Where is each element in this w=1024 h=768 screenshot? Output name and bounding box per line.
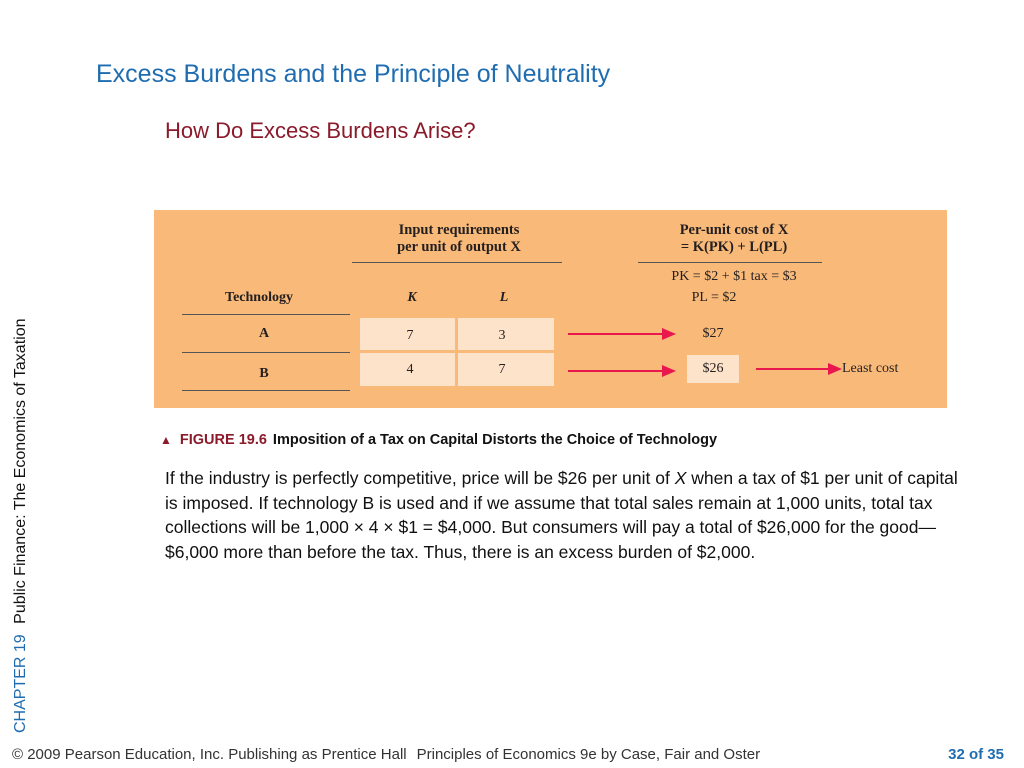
- slide-title: Excess Burdens and the Principle of Neutrality: [96, 60, 611, 88]
- row-a-cost: $27: [702, 326, 724, 341]
- arrow-row-a: [568, 328, 676, 340]
- body-part2: when a tax of $1 per unit of capital is imposed. If technology B is used and if we assume that total sales remain at 1,000 units, total tax collections will be 1,000 × 4 × $1 = $4,000. But consumers will pay a total of $26,000 for the good—$6,000 more than before the tax. Thus, there is an excess burden of $2,000.: [165, 468, 958, 562]
- arrow-row-b: [568, 365, 676, 377]
- figure-table: [154, 210, 947, 408]
- arrow-least-cost: [756, 363, 842, 375]
- figure-caption-text: Imposition of a Tax on Capital Distorts the Choice of Technology: [272, 432, 718, 448]
- col-k: K: [407, 290, 417, 305]
- figure-number: FIGURE 19.6: [179, 432, 267, 448]
- body-part1: If the industry is perfectly competitive, price will be $26 per unit of: [165, 468, 675, 488]
- row-a-l: 3: [498, 328, 506, 343]
- header-input-line2: per unit of output X: [397, 239, 521, 255]
- header-cost-line2: = K(PK) + L(PL): [680, 239, 788, 255]
- chapter-number: CHAPTER 19: [12, 634, 29, 733]
- footer: [12, 746, 760, 763]
- page-number: 32 of 35: [948, 746, 1004, 763]
- header-input-line1: Input requirements: [398, 222, 520, 238]
- figure-caption: [160, 432, 717, 448]
- row-b-l: 7: [498, 362, 506, 377]
- body-variable: X: [674, 468, 687, 488]
- header-cost-line1: Per-unit cost of X: [679, 222, 789, 238]
- price-pl: PL = $2: [691, 290, 737, 305]
- row-b-cost: $26: [702, 361, 724, 376]
- chapter-book-title: Public Finance: The Economics of Taxation: [12, 318, 29, 624]
- least-cost-label: Least cost: [842, 361, 899, 376]
- footer-copyright: © 2009 Pearson Education, Inc. Publishing as Prentice Hall: [12, 746, 407, 763]
- body-paragraph: [165, 466, 965, 564]
- triangle-icon: ▲: [160, 433, 172, 447]
- row-b-k: 4: [406, 362, 414, 377]
- figure-arrows: [154, 210, 947, 408]
- footer-book: Principles of Economics 9e by Case, Fair and Oster: [416, 746, 761, 763]
- row-a-tech: A: [258, 326, 270, 341]
- slide-subtitle: How Do Excess Burdens Arise?: [165, 118, 476, 143]
- col-l: L: [499, 290, 509, 305]
- row-b-tech: B: [259, 366, 269, 381]
- price-pk: PK = $2 + $1 tax = $3: [671, 269, 797, 284]
- side-chapter-label: [8, 253, 34, 733]
- row-a-k: 7: [406, 328, 414, 343]
- col-technology: Technology: [225, 290, 293, 305]
